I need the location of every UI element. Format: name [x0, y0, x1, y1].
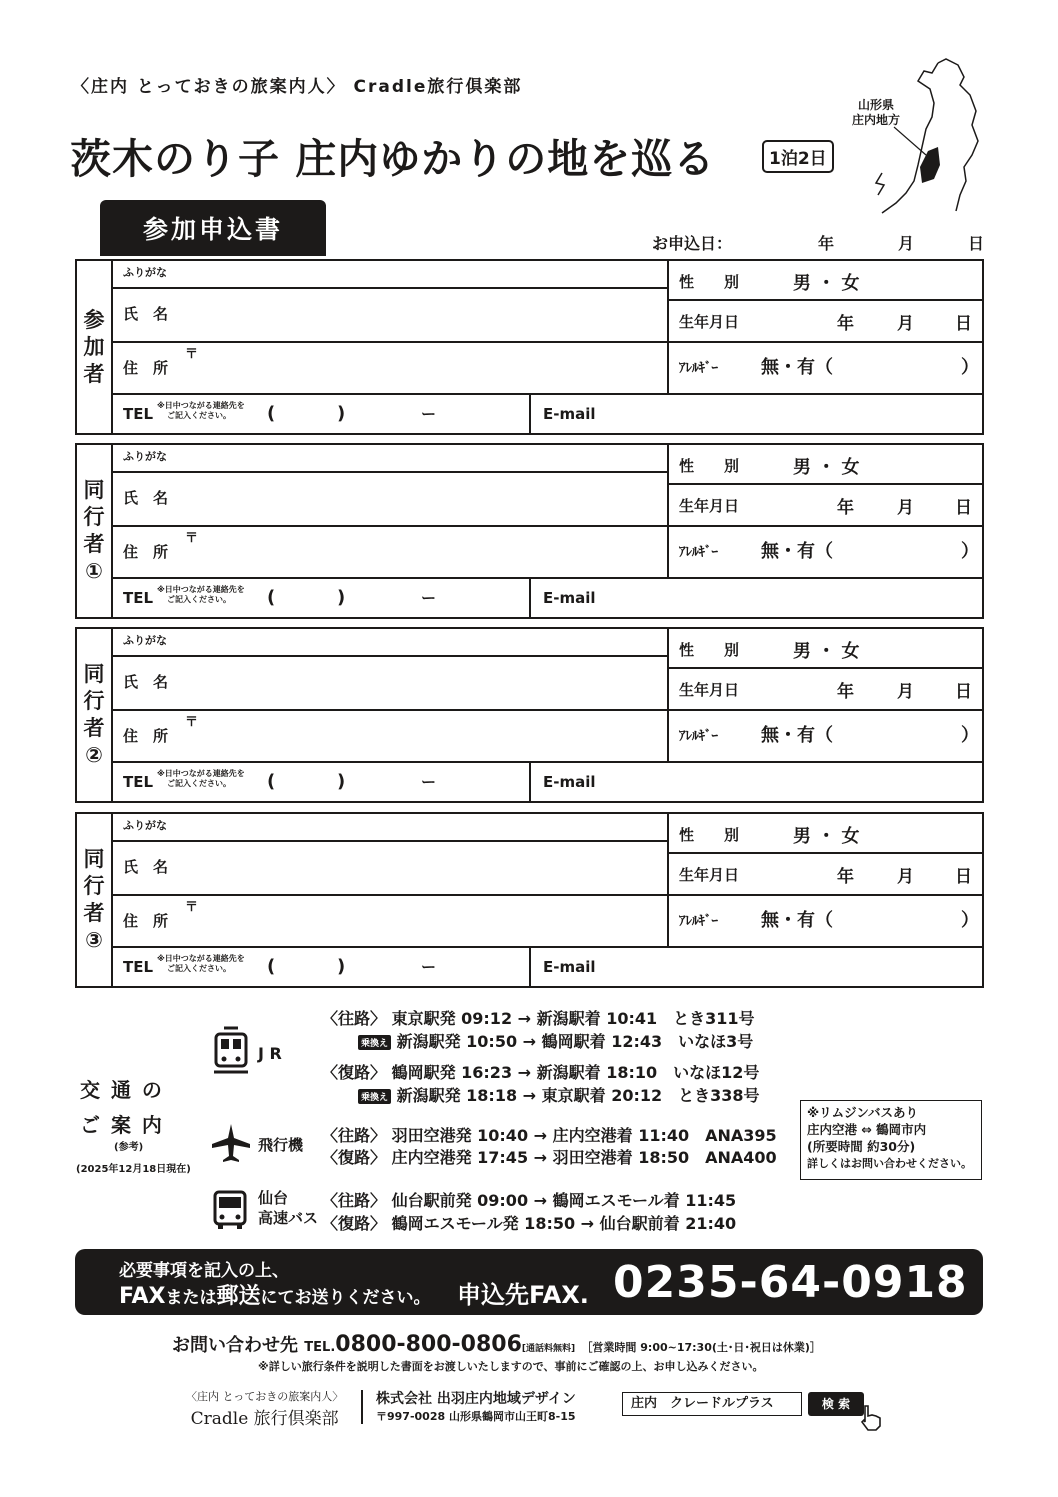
allergy-options[interactable]: 無・有（	[761, 357, 833, 378]
name-field[interactable]	[207, 287, 667, 341]
birth-month: 月	[897, 682, 914, 702]
furigana-field[interactable]	[113, 445, 667, 471]
email-label: E-mail	[543, 773, 596, 791]
birth-day: 日	[955, 498, 972, 518]
contact-line: お問い合わせ先 TEL.0800-800-0806[通話料無料] ［営業時間 9:00~17:30(土･日･祝日は休業)］	[172, 1332, 821, 1357]
allergy-options[interactable]: 無・有（	[761, 541, 833, 562]
gender-options[interactable]: 男 ・ 女	[793, 457, 860, 478]
train-icon	[212, 1026, 250, 1076]
tel-field[interactable]	[277, 395, 527, 435]
email-label: E-mail	[543, 405, 596, 423]
name-label: 氏 名	[123, 858, 169, 876]
block-side-label: 同 行 者 ②	[77, 629, 113, 801]
allergy-label: ｱﾚﾙｷﾞｰ	[679, 729, 718, 744]
address-label: 住 所	[123, 727, 169, 745]
allergy-label: ｱﾚﾙｷﾞｰ	[679, 545, 718, 560]
allergy-close: ）	[961, 910, 979, 931]
birth-month: 月	[897, 314, 914, 334]
contact-note: ※詳しい旅行条件を説明した書面をお渡しいたしますので、事前にご確認の上、お申し込みください。	[258, 1360, 764, 1373]
allergy-close: ）	[961, 541, 979, 562]
jr-line-2: 乗換え 新潟駅発 10:50 → 鶴岡駅着 12:43 いなほ3号	[358, 1029, 753, 1052]
allergy-close: ）	[961, 357, 979, 378]
gender-label: 性 別	[679, 457, 740, 475]
jr-line-4: 乗換え 新潟駅発 18:18 → 東京駅着 20:12 とき338号	[358, 1083, 760, 1106]
name-field[interactable]	[207, 655, 667, 709]
gender-label: 性 別	[679, 826, 740, 844]
birth-year: 年	[837, 314, 854, 334]
postal-mark: 〒	[185, 347, 199, 362]
tel-paren-open: (	[267, 771, 276, 792]
postal-mark: 〒	[185, 531, 199, 546]
tel-label: TEL	[123, 405, 154, 423]
tel-note: ※日中つながる連絡先を ご記入ください。	[157, 769, 245, 788]
furigana-label: ふりがな	[123, 450, 167, 463]
address-label: 住 所	[123, 359, 169, 377]
birth-day: 日	[955, 682, 972, 702]
allergy-options[interactable]: 無・有（	[761, 910, 833, 931]
fax-number: 0235-64-0918	[613, 1257, 968, 1308]
bus-line-1: 〈往路〉 仙台駅前発 09:00 → 鶴岡エスモール着 11:45	[322, 1191, 737, 1210]
birth-label: 生年月日	[679, 866, 740, 884]
duration-badge: 1泊2日	[762, 140, 834, 173]
furigana-label: ふりがな	[123, 634, 167, 647]
footer-company: 株式会社 出羽庄内地域デザイン 〒997-0028 山形県鶴岡市山王町8-15	[376, 1391, 576, 1423]
postal-mark: 〒	[185, 715, 199, 730]
address-field[interactable]	[207, 341, 667, 393]
address-field[interactable]	[207, 709, 667, 761]
birth-day: 日	[955, 314, 972, 334]
tel-dash: ー	[421, 773, 437, 791]
block-side-label: 同 行 者 ①	[77, 445, 113, 617]
birth-year: 年	[837, 867, 854, 887]
name-label: 氏 名	[123, 305, 169, 323]
furigana-label: ふりがな	[123, 819, 167, 832]
tel-label: TEL	[123, 589, 154, 607]
tel-paren-close: )	[337, 587, 346, 608]
furigana-field[interactable]	[113, 629, 667, 655]
tel-paren-open: (	[267, 956, 276, 977]
address-field[interactable]	[207, 894, 667, 946]
plane-label: 飛行機	[258, 1136, 304, 1154]
footer-divider	[361, 1390, 363, 1424]
name-field[interactable]	[207, 471, 667, 525]
airplane-icon	[210, 1122, 252, 1164]
date-year: 年	[818, 234, 835, 253]
gender-label: 性 別	[679, 273, 740, 291]
date-month: 月	[898, 234, 915, 253]
tel-dash: ー	[421, 589, 437, 607]
tel-paren-open: (	[267, 403, 276, 424]
tel-field[interactable]	[277, 948, 527, 988]
block-side-label: 同 行 者 ③	[77, 814, 113, 986]
allergy-options[interactable]: 無・有（	[761, 725, 833, 746]
fax-banner: 必要事項を記入の上、 FAXまたは郵送にてお送りください。 申込先FAX. 0235-64-0918	[75, 1249, 983, 1315]
birth-label: 生年月日	[679, 497, 740, 515]
address-label: 住 所	[123, 543, 169, 561]
form-block-1	[75, 259, 984, 435]
email-field[interactable]	[607, 948, 981, 988]
tel-paren-close: )	[337, 956, 346, 977]
furigana-field[interactable]	[113, 814, 667, 840]
gender-label: 性 別	[679, 641, 740, 659]
name-label: 氏 名	[123, 489, 169, 507]
form-block-4	[75, 812, 984, 988]
tel-dash: ー	[421, 958, 437, 976]
plane-line-1: 〈往路〉 羽田空港発 10:40 → 庄内空港着 11:40 ANA395	[322, 1126, 777, 1145]
tel-dash: ー	[421, 405, 437, 423]
footer-brand: 〈庄内 とっておきの旅案内人〉 Cradle 旅行倶楽部	[186, 1390, 344, 1429]
tohoku-map-icon	[860, 55, 990, 215]
birth-day: 日	[955, 867, 972, 887]
furigana-label: ふりがな	[123, 266, 167, 279]
tel-field[interactable]	[277, 579, 527, 619]
birth-month: 月	[897, 867, 914, 887]
jr-label: J R	[258, 1044, 282, 1063]
birth-year: 年	[837, 498, 854, 518]
address-field[interactable]	[207, 525, 667, 577]
search-input[interactable]: 庄内 クレードルプラス	[622, 1392, 802, 1416]
date-day: 日	[968, 234, 985, 253]
tel-note: ※日中つながる連絡先を ご記入ください。	[157, 401, 245, 420]
furigana-field[interactable]	[113, 261, 667, 287]
allergy-label: ｱﾚﾙｷﾞｰ	[679, 914, 718, 929]
email-label: E-mail	[543, 958, 596, 976]
page-title: 茨木のり子 庄内ゆかりの地を巡る	[70, 135, 716, 183]
allergy-close: ）	[961, 725, 979, 746]
tel-label: TEL	[123, 773, 154, 791]
subtitle: 〈庄内 とっておきの旅案内人〉 Cradle旅行倶楽部	[72, 77, 523, 97]
jr-line-3: 〈復路〉 鶴岡駅発 16:23 → 新潟駅着 18:10 いなほ12号	[322, 1063, 760, 1082]
tel-note: ※日中つながる連絡先を ご記入ください。	[157, 954, 245, 973]
gender-options[interactable]: 男 ・ 女	[793, 273, 860, 294]
bus-icon	[212, 1190, 248, 1230]
form-block-3	[75, 627, 984, 803]
birth-label: 生年月日	[679, 313, 740, 331]
birth-year: 年	[837, 682, 854, 702]
gender-options[interactable]: 男 ・ 女	[793, 641, 860, 662]
plane-line-2: 〈復路〉 庄内空港発 17:45 → 羽田空港着 18:50 ANA400	[322, 1148, 777, 1167]
email-field[interactable]	[607, 579, 981, 619]
transport-ref: (参考)	[114, 1142, 144, 1153]
form-block-2	[75, 443, 984, 619]
map-label: 山形県 庄内地方	[852, 98, 901, 127]
search-button[interactable]: 検 索	[808, 1392, 864, 1416]
block-side-label: 参 加 者	[77, 261, 113, 433]
tel-label: TEL	[123, 958, 154, 976]
gender-options[interactable]: 男 ・ 女	[793, 826, 860, 847]
tel-note: ※日中つながる連絡先を ご記入ください。	[157, 585, 245, 604]
transport-as-of: (2025年12月18日現在)	[76, 1164, 191, 1175]
contact-tel: 0800-800-0806	[335, 1332, 522, 1357]
address-label: 住 所	[123, 912, 169, 930]
name-field[interactable]	[207, 840, 667, 894]
pointer-hand-icon	[856, 1402, 886, 1432]
limousine-note: ※リムジンバスあり 庄内空港 ⇔ 鶴岡市内 (所要時間 約30分) 詳しくはお問い合わせください。	[800, 1100, 982, 1180]
email-field[interactable]	[607, 395, 981, 435]
allergy-label: ｱﾚﾙｷﾞｰ	[679, 361, 718, 376]
bus-label: 仙台 高速バス	[258, 1189, 319, 1227]
bus-line-2: 〈復路〉 鶴岡エスモール発 18:50 → 仙台駅前着 21:40	[322, 1214, 737, 1233]
tel-paren-open: (	[267, 587, 276, 608]
tel-paren-close: )	[337, 771, 346, 792]
email-field[interactable]	[607, 763, 981, 803]
name-label: 氏 名	[123, 673, 169, 691]
birth-label: 生年月日	[679, 681, 740, 699]
form-tab: 参加申込書	[100, 200, 326, 256]
postal-mark: 〒	[185, 900, 199, 915]
tel-paren-close: )	[337, 403, 346, 424]
transport-title: 交 通 の ご 案 内	[80, 1078, 164, 1137]
email-label: E-mail	[543, 589, 596, 607]
tel-field[interactable]	[277, 763, 527, 803]
jr-line-1: 〈往路〉 東京駅発 09:12 → 新潟駅着 10:41 とき311号	[322, 1009, 755, 1028]
birth-month: 月	[897, 498, 914, 518]
